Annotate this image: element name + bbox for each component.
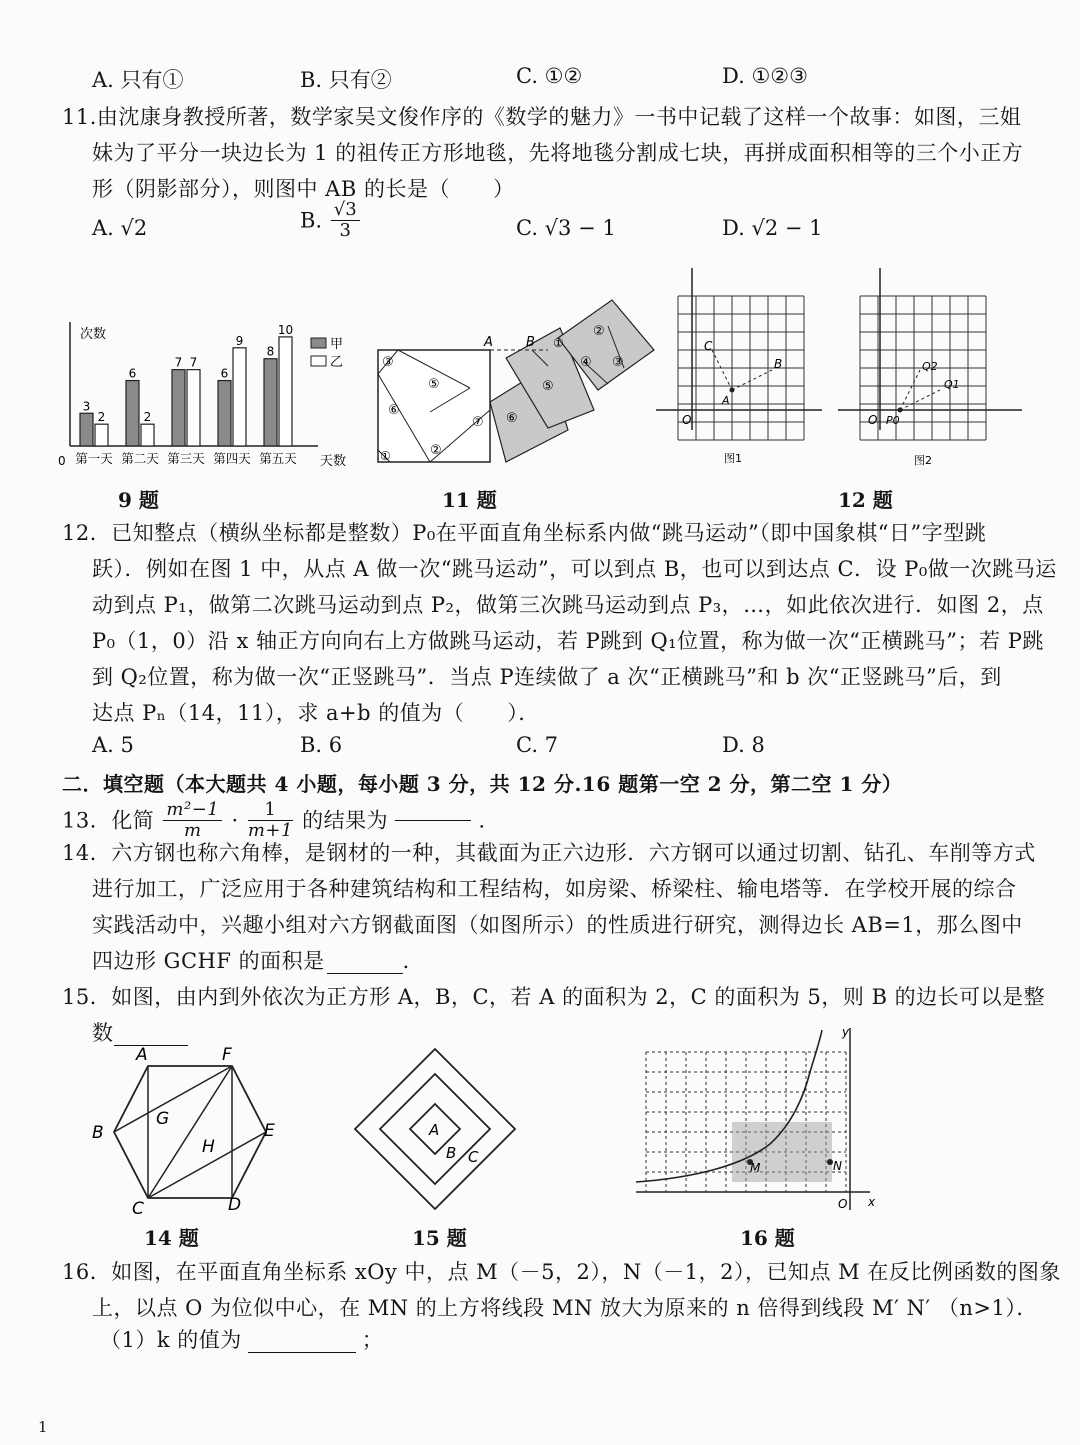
q12-option-d: D. 8 (722, 733, 765, 757)
q10-option-a: A. 只有① (92, 68, 184, 92)
q15-caption: 15 题 (412, 1226, 467, 1250)
fig16-label-y: y (842, 1026, 850, 1039)
bar-jia-1 (80, 413, 93, 446)
fig12-jump-ab (732, 370, 772, 390)
q13-answer-blank[interactable] (395, 820, 471, 821)
q14-line-3: 实践活动中，兴趣小组对六方钢截面图（如图所示）的性质进行研究，测得边长 AB=1，那么图中 (92, 913, 1023, 937)
q10-option-d: D. ①②③ (722, 64, 808, 88)
bar-value-label: 9 (235, 333, 244, 348)
q16-caption: 16 题 (740, 1226, 795, 1250)
q12-line-1: 12．已知整点（横纵坐标都是整数）P₀在平面直角坐标系内做“跳马运动”（即中国象棋“日”字型跳 (62, 521, 987, 545)
bar-value-label: 10 (277, 322, 294, 337)
q11-line-3: 形（阴影部分），则图中 AB 的长是（ ） (92, 177, 515, 201)
hex-label-a: A (136, 1045, 148, 1065)
category-label: 第五天 (259, 451, 297, 466)
fig12-label-p0: P0 (886, 414, 900, 427)
bar-value-label: 2 (97, 410, 106, 425)
fig12-point-a (730, 388, 735, 393)
fig12-sub1: 图1 (724, 452, 742, 465)
q15-line-1: 15．如图，由内到外依次为正方形 A，B，C，若 A 的面积为 2，C 的面积为 5，则 B 的边长可以是整 (62, 985, 1046, 1009)
fig16-label-o: O (838, 1197, 848, 1211)
q11-line-2: 妹为了平分一块边长为 1 的祖传正方形地毯，先将地毯分割成七块，再拼成面积相等的三个小正方 (92, 141, 1024, 165)
category-label: 第一天 (75, 451, 113, 466)
q12-line-3: 动到点 P₁，做第二次跳马运动到点 P₂，做第三次跳马运动到点 P₃，…，如此依次进行．如图 2，点 (92, 593, 1044, 617)
square-label-a: A (429, 1121, 440, 1139)
fig12-label-q1: Q1 (944, 378, 960, 391)
q14-line-2: 进行加工，广泛应用于各种建筑结构和工程结构，如房梁、桥梁柱、输电塔等．在学校开展的综合 (92, 877, 1017, 901)
q12-figures (652, 266, 1032, 472)
q11-option-d: D. √2 − 1 (722, 216, 823, 240)
q9-bar-chart (58, 318, 358, 473)
fig11-label-1: ① (553, 336, 564, 350)
q11-caption: 11 题 (442, 488, 497, 512)
q12-line-4: P₀（1，0）沿 x 轴正方向向右上方做跳马运动，若 P跳到 Q₁位置，称为做一次“正横跳马”；若 P跳 (92, 629, 1044, 653)
legend-swatch-yi (311, 356, 326, 366)
bar-value-label: 3 (82, 399, 91, 414)
q15-squares-figure (352, 1046, 518, 1212)
page-marker: 1 (38, 1418, 48, 1436)
category-label: 第三天 (167, 451, 205, 466)
chart-plot (70, 322, 318, 466)
chart-origin: 0 (58, 454, 66, 468)
bar-yi-1 (95, 424, 108, 446)
fig11-label-a: A (484, 335, 493, 350)
bar-value-label: 6 (220, 366, 229, 381)
bar-value-label: 2 (143, 410, 152, 425)
q16-part-1: （1）k 的值为 ； (100, 1328, 384, 1352)
chart-xlabel: 天数 (320, 454, 347, 469)
q16-line-2: 上，以点 O 为位似中心，在 MN 的上方将线段 MN 放大为原来的 n 倍得到线段 M′ N′ （n>1）． (92, 1296, 1038, 1320)
hex-label-c: C (132, 1199, 144, 1218)
fig11-label-2: ② (593, 324, 605, 339)
q14-line-4: 四边形 GCHF 的面积是 ． (92, 949, 425, 973)
q12-option-c: C. 7 (516, 733, 559, 757)
category-label: 第四天 (213, 451, 251, 466)
fig12-label-q2: Q2 (922, 360, 938, 373)
fig11-label-3b: ③ (612, 355, 624, 370)
fig11-label-5: ⑤ (428, 377, 440, 392)
fig11-label-2b: ② (430, 443, 442, 458)
chart-ylabel: 次数 (80, 327, 107, 342)
q14-hexagon-figure (86, 1040, 292, 1218)
hex-label-d: D (228, 1195, 242, 1215)
q16-answer-blank[interactable] (248, 1328, 356, 1353)
bar-value-label: 7 (174, 355, 183, 370)
q14-line-1: 14．六方钢也称六角棒，是钢材的一种，其截面为正六边形．六方钢可以通过切割、钻孔、车削等方式 (62, 841, 1036, 865)
q12-line-5: 到 Q₂位置，称为做一次“正竖跳马”．当点 P连续做了 a 次“正横跳马”和 b 次“正竖跳马”后，到 (92, 665, 1002, 689)
legend-swatch-jia (311, 338, 326, 348)
fig12-point-p0 (898, 408, 903, 413)
q11-option-c: C. √3 − 1 (516, 216, 616, 240)
q15-line-2: 数 (92, 1017, 188, 1047)
legend-label-jia: 甲 (330, 337, 344, 352)
q12-caption: 12 题 (838, 488, 893, 512)
q12-option-a: A. 5 (92, 733, 134, 757)
hex-label-h: H (202, 1137, 215, 1157)
q12-option-b: B. 6 (300, 733, 343, 757)
legend-label-yi: 乙 (330, 355, 344, 370)
q14-caption: 14 题 (144, 1226, 199, 1250)
fig12-jump-ac (712, 350, 732, 390)
fig11-label-3: ③ (382, 355, 394, 370)
q11-option-b: B. $\frac{√3}{3}$ (300, 200, 362, 241)
bar-jia-3 (172, 370, 185, 446)
section-2-title: 二．填空题（本大题共 4 小题，每小题 3 分，共 12 分.16 题第一空 2 分，第二空 1 分） (62, 772, 903, 796)
q11-option-a: A. √2 (92, 216, 148, 240)
q10-option-c: C. ①② (516, 64, 583, 88)
fig11-label-b: B (526, 335, 535, 350)
fig11-label-5b: ⑤ (542, 379, 554, 394)
segment-cf (148, 1066, 232, 1198)
bar-jia-4 (218, 381, 231, 446)
hex-label-f: F (222, 1045, 232, 1065)
fig12-label-o2: O (868, 413, 878, 427)
bar-jia-5 (264, 359, 277, 446)
fig12-jump-q1 (900, 390, 940, 410)
fig12-label-a: A (722, 394, 730, 407)
q14-answer-blank[interactable] (327, 949, 403, 974)
fig11-label-4: ④ (580, 355, 592, 370)
fig12-label-c: C (704, 339, 713, 353)
fig12-label-b: B (774, 357, 783, 371)
bar-yi-4 (233, 348, 246, 446)
bar-yi-5 (279, 337, 292, 446)
hex-label-g: G (156, 1109, 170, 1129)
bar-yi-3 (187, 370, 200, 446)
bar-yi-2 (141, 424, 154, 446)
fig12-label-o1: O (682, 413, 692, 427)
fig16-label-m: M (750, 1161, 761, 1175)
q13: 13．化简 $\frac{\text{m²−1}}{m}$ · $\frac{1}{m+1}$ 的结果为 ． (62, 799, 500, 841)
fig11-label-6b: ⑥ (506, 411, 518, 426)
bar-value-label: 6 (128, 366, 137, 381)
q9-caption: 9 题 (118, 488, 159, 512)
fig11-label-6: ⑥ (388, 403, 400, 418)
q16-figure (632, 1026, 882, 1216)
hex-label-e: E (264, 1121, 275, 1141)
square-label-b: B (446, 1144, 457, 1162)
bar-value-label: 8 (266, 344, 275, 359)
fig11-label-1b: ① (380, 449, 391, 463)
q11-line-1: 11.由沈康身教授所著，数学家吴文俊作序的《数学的魅力》一书中记载了这样一个故事：如图，三姐 (62, 105, 1022, 129)
fig11-label-7: ⑦ (472, 415, 484, 430)
q16-line-1: 16．如图，在平面直角坐标系 xOy 中，点 M（－5，2），N（－1，2），已知点 M 在反比例函数的图象 (62, 1260, 1061, 1284)
q12-line-6: 达点 Pₙ（14，11），求 a+b 的值为（ ）． (92, 701, 540, 725)
fig16-label-n: N (833, 1159, 842, 1173)
fig16-label-x: x (868, 1195, 876, 1209)
q11-figure (372, 292, 658, 472)
q10-option-b: B. 只有② (300, 68, 392, 92)
q12-line-2: 跃）．例如在图 1 中，从点 A 做一次“跳马运动”，可以到点 B，也可以到达点 C．设 P₀做一次跳马运 (92, 557, 1057, 581)
bar-jia-2 (126, 381, 139, 446)
category-label: 第二天 (121, 451, 159, 466)
square-label-c: C (468, 1148, 479, 1166)
hex-label-b: B (92, 1123, 104, 1143)
fig12-grid-1 (678, 296, 804, 440)
fig12-sub2: 图2 (914, 454, 932, 467)
bar-value-label: 7 (189, 355, 198, 370)
